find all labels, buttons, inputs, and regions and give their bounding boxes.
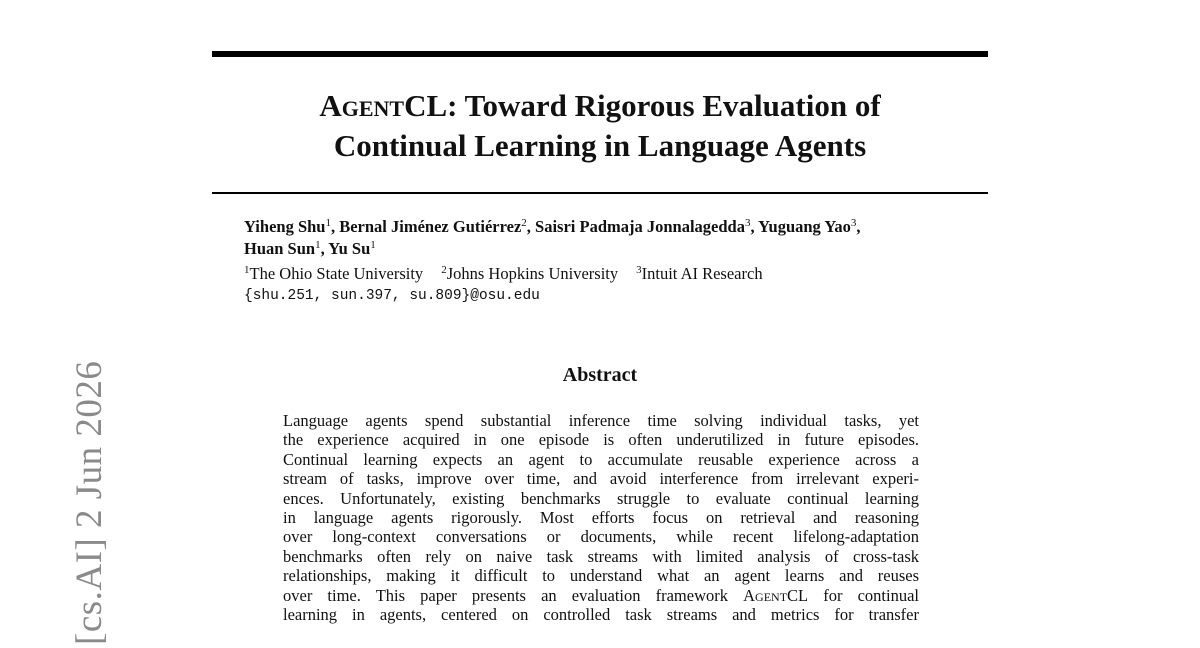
author-affil-mark: 3 <box>744 217 751 229</box>
author-affil-mark: 1 <box>315 239 321 251</box>
affiliations <box>244 263 763 285</box>
abstract-line: the experience acquired in one episode is often underutilized in future episodes. <box>283 430 919 450</box>
title-system-name: AgentCL <box>319 88 448 123</box>
abstract-line: over long-context conversations or documents, while recent lifelong-adaptation <box>283 527 919 547</box>
author-list <box>244 216 994 260</box>
paper-title <box>212 86 988 166</box>
affiliation-mark: 2 <box>441 264 447 276</box>
abstract-heading: Abstract <box>562 364 638 386</box>
abstract-line: relationships, making it difficult to understand what an agent learns and reuses <box>283 566 919 586</box>
arxiv-side-stamp <box>30 345 110 645</box>
author-name: Huan Sun <box>244 239 316 258</box>
author-name: Yuguang Yao <box>758 217 851 236</box>
author-name: Yiheng Shu <box>244 217 326 236</box>
abstract-line: benchmarks often rely on naive task streams with limited analysis of cross-task <box>283 546 919 566</box>
author-line-1 <box>244 216 994 238</box>
author-affil-mark: 1 <box>370 239 376 251</box>
author-name: Bernal Jiménez Gutiérrez <box>339 217 522 236</box>
author-separator: , <box>330 217 340 236</box>
author-separator: , <box>750 217 759 236</box>
author-separator: , <box>856 217 861 236</box>
affiliation-mark: 3 <box>636 264 642 276</box>
title-rule-top <box>212 51 988 57</box>
author-line-2 <box>244 238 994 260</box>
abstract-body <box>283 411 919 624</box>
abstract-line: stream of tasks, improve over time, and avoid interference from irrelevant experi- <box>283 469 919 489</box>
affiliation-mark: 1 <box>244 264 250 276</box>
author-affil-mark: 1 <box>325 217 331 229</box>
author-separator: , <box>526 217 536 236</box>
title-line1-rest: : Toward Rigorous Evaluation of <box>447 88 881 123</box>
abstract-line: Continual learning expects an agent to accumulate reusable experience across a <box>283 449 919 469</box>
title-rule-bottom <box>212 192 988 194</box>
author-name: Saisri Padmaja Jonnalagedda <box>535 217 745 236</box>
abstract-line: over time. This paper presents an evaluation framework AgentCL for continual <box>283 585 919 605</box>
author-affil-mark: 2 <box>521 217 527 229</box>
title-line2: Continual Learning in Language Agents <box>333 128 867 163</box>
abstract-system-name: AgentCL <box>743 585 809 605</box>
abstract-line: Language agents spend substantial inference time solving individual tasks, yet <box>283 411 919 430</box>
author-name: Yu Su <box>328 239 371 258</box>
affiliation-name: Intuit AI Research <box>641 264 763 283</box>
abstract-line: ences. Unfortunately, existing benchmarks struggle to evaluate continual learning <box>283 488 919 508</box>
arxiv-stamp-text: [cs.AI] 2 Jun 2026 <box>69 360 110 645</box>
affiliation-name: The Ohio State University <box>249 264 424 283</box>
author-affil-mark: 3 <box>850 217 857 229</box>
author-separator: , <box>320 239 329 258</box>
abstract-line: learning in agents, centered on controlled task streams and metrics for transfer <box>283 605 919 625</box>
author-email: {shu.251, sun.397, su.809}@osu.edu <box>244 288 540 304</box>
abstract-line: in language agents rigorously. Most efforts focus on retrieval and reasoning <box>283 508 919 528</box>
affiliation-name: Johns Hopkins University <box>446 264 619 283</box>
